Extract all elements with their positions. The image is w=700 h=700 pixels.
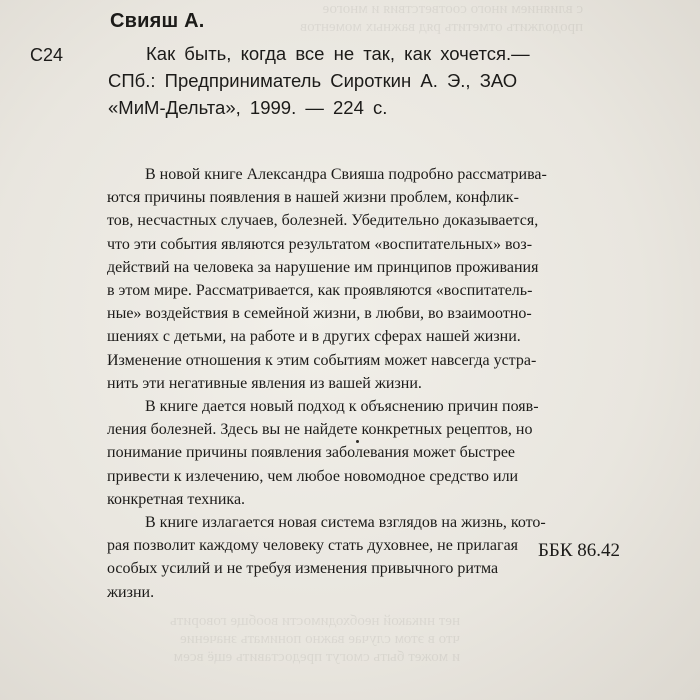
abstract-line: ления болезней. Здесь вы не найдете конкретных рецептов, но xyxy=(107,421,533,439)
abstract-line: В книге излагается новая система взглядов на жизнь, кото- xyxy=(145,514,546,532)
abstract-line: шениях с детьми, на работе и в других сферах нашей жизни. xyxy=(107,328,521,346)
classification-code: С24 xyxy=(30,45,64,65)
bleed-through-text-bottom: нет никакой необходимости вообще говорить что в этом случае важно понимать значение и может быть смогут предоставить ещё всем xyxy=(170,613,461,665)
abstract-line: действий на человека за нарушение им принципов проживания xyxy=(107,258,539,276)
abstract-line: в этом мире. Рассматривается, как проявляются «воспитатель- xyxy=(107,282,533,300)
bleed-through-text-top: с влиянием иного соответствия и многое продолжить отметить ряд важных моментов xyxy=(300,1,584,35)
biblio-year-line: «МиМ-Дельта», 1999. — 224 с. xyxy=(108,97,388,118)
abstract-line: В новой книге Александра Свияша подробно рассматрива- xyxy=(145,166,547,183)
author-name: Свияш А. xyxy=(110,10,205,32)
abstract-line: рая позволит каждому человеку стать духовнее, не прилагая xyxy=(107,537,519,555)
abstract-line: особых усилий и не требуя изменения привычного ритма xyxy=(107,560,499,578)
bibliographic-record xyxy=(108,40,668,121)
abstract-line: нить эти негативные явления из вашей жизни. xyxy=(107,374,422,392)
print-speck xyxy=(356,440,359,443)
abstract-line: В книге дается новый подход к объяснению причин появ- xyxy=(145,398,539,416)
abstract-text xyxy=(107,163,667,604)
abstract-line: жизни. xyxy=(107,583,155,601)
bbk-index: ББК 86.42 xyxy=(538,540,620,561)
abstract-line: ются причины появления в нашей жизни проблем, конфлик- xyxy=(107,189,519,207)
biblio-publisher-line: СПб.: Предприниматель Сироткин А. Э., ЗАО xyxy=(108,70,518,91)
abstract-line: ные» воздействия в семейной жизни, в любви, во взаимоотно- xyxy=(107,305,532,323)
abstract-line: привести к излечению, чем любое новомодное средство или xyxy=(107,467,519,485)
abstract-line: конкретная техника. xyxy=(107,490,246,508)
biblio-title-line: Как быть, когда все не так, как хочется.— xyxy=(146,43,530,64)
abstract-line: понимание причины появления заболевания может быстрее xyxy=(107,444,516,462)
abstract-line: тов, несчастных случаев, болезней. Убедительно доказывается, xyxy=(107,212,539,230)
abstract-line: что эти события являются результатом «воспитательных» воз- xyxy=(107,235,533,253)
abstract-line: Изменение отношения к этим событиям может навсегда устра- xyxy=(107,351,537,369)
